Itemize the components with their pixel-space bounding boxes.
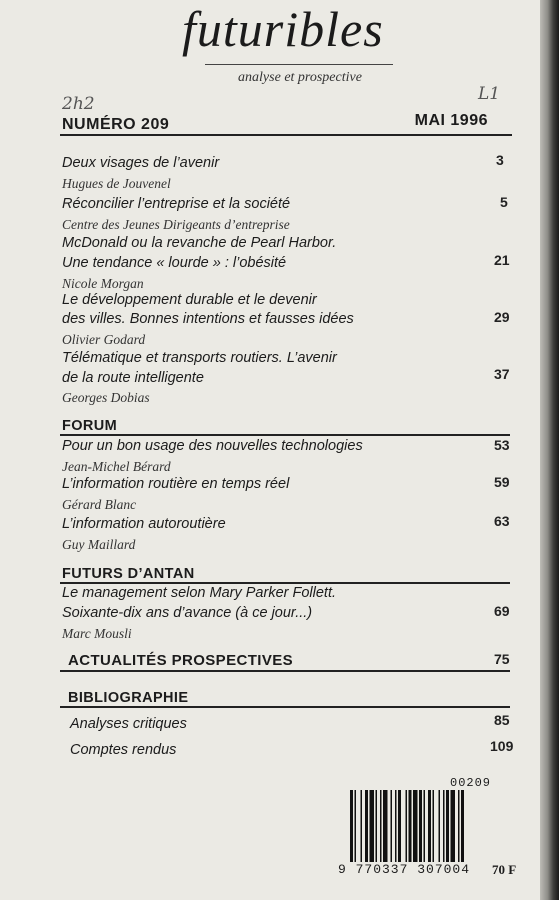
article-title-line2[interactable]: des villes. Bonnes intentions et fausses idées xyxy=(62,311,354,327)
section-rule xyxy=(60,582,510,584)
tagline: analyse et prospective xyxy=(238,70,362,85)
article-title-line2[interactable]: Une tendance « lourde » : l’obésité xyxy=(62,255,287,271)
section-rule xyxy=(60,706,510,708)
bibliography-page: 109 xyxy=(490,738,514,754)
article-author: Gérard Blanc xyxy=(62,497,137,512)
article-page: 63 xyxy=(494,513,510,529)
article-page: 37 xyxy=(494,366,510,382)
article-title[interactable]: Le management selon Mary Parker Follett. xyxy=(62,585,337,601)
article-author: Georges Dobias xyxy=(62,390,150,405)
price: 70 F xyxy=(492,862,517,877)
section-heading-forum: FORUM xyxy=(62,418,118,434)
article-author: Centre des Jeunes Dirigeants d’entreprise xyxy=(62,217,290,232)
article-author: Marc Mousli xyxy=(62,626,132,641)
article-author: Jean-Michel Bérard xyxy=(62,459,171,474)
article-page: 69 xyxy=(494,603,510,619)
article-page: 53 xyxy=(494,437,510,453)
header-rule xyxy=(60,134,512,136)
article-title[interactable]: Télématique et transports routiers. L’avenir xyxy=(62,350,337,366)
handwritten-mark-left: 2h2 xyxy=(62,94,95,114)
barcode-addon: 00209 xyxy=(450,776,492,790)
issue-number: NUMÉRO 209 xyxy=(62,116,170,133)
logo-rule xyxy=(205,64,393,65)
barcode xyxy=(338,778,508,876)
bibliography-item[interactable]: Analyses critiques xyxy=(70,716,187,732)
section-rule xyxy=(60,434,510,436)
page-edge-shadow xyxy=(540,0,559,900)
barcode-bars xyxy=(350,790,500,862)
article-author: Guy Maillard xyxy=(62,537,136,552)
article-page: 59 xyxy=(494,474,510,490)
logo-title: futuribles xyxy=(182,1,384,57)
bibliography-page: 85 xyxy=(494,712,510,728)
article-title[interactable]: Le développement durable et le devenir xyxy=(62,292,317,308)
issue-date: MAI 1996 xyxy=(414,112,488,129)
section-heading-bibliographie: BIBLIOGRAPHIE xyxy=(68,690,189,706)
article-author: Olivier Godard xyxy=(62,332,146,347)
section-heading-actualites[interactable]: ACTUALITÉS PROSPECTIVES xyxy=(68,652,294,669)
handwritten-mark-right: L1 xyxy=(478,84,501,104)
article-author: Nicole Morgan xyxy=(62,276,144,291)
section-rule xyxy=(60,670,510,672)
section-heading-futurs: FUTURS D’ANTAN xyxy=(62,566,195,582)
article-title-line2[interactable]: Soixante-dix ans d’avance (à ce jour...) xyxy=(62,605,313,621)
article-page: 3 xyxy=(496,152,504,168)
article-page: 21 xyxy=(494,252,510,268)
section-page: 75 xyxy=(494,651,510,667)
article-title[interactable]: L’information autoroutière xyxy=(62,516,226,532)
article-title[interactable]: McDonald ou la revanche de Pearl Harbor. xyxy=(62,235,337,251)
article-page: 5 xyxy=(500,194,508,210)
article-title[interactable]: Pour un bon usage des nouvelles technologies xyxy=(62,438,363,454)
article-title[interactable]: L’information routière en temps réel xyxy=(62,476,290,492)
article-title[interactable]: Réconcilier l’entreprise et la société xyxy=(62,196,291,212)
bibliography-item[interactable]: Comptes rendus xyxy=(70,742,177,758)
article-title-line2[interactable]: de la route intelligente xyxy=(62,370,204,386)
article-page: 29 xyxy=(494,309,510,325)
article-title[interactable]: Deux visages de l’avenir xyxy=(62,155,220,171)
barcode-number: 9 770337 307004 xyxy=(338,862,471,877)
article-author: Hugues de Jouvenel xyxy=(62,176,171,191)
